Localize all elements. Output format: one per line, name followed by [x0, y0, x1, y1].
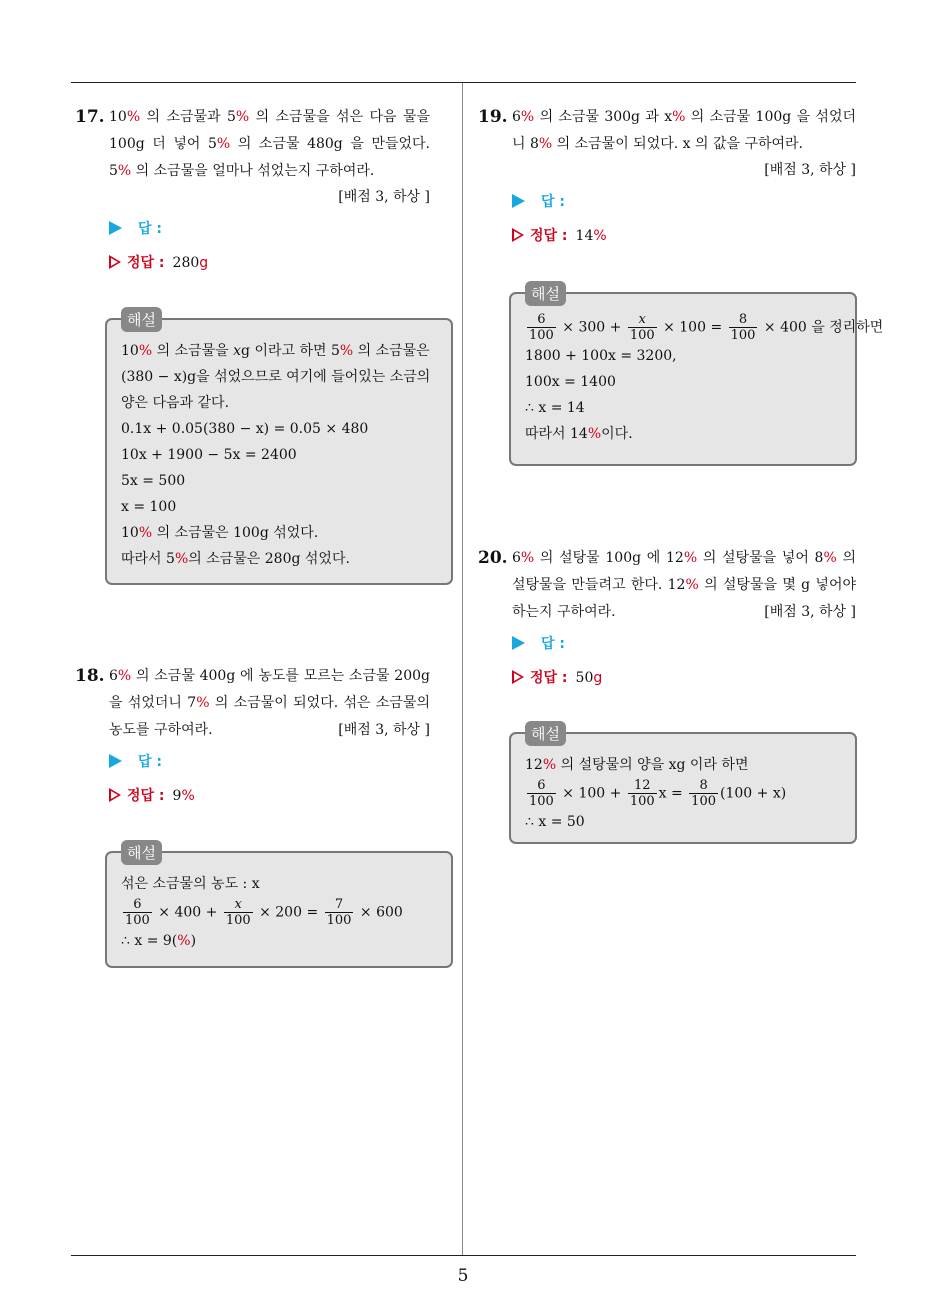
answer-input-row[interactable]: 답 : [75, 748, 430, 776]
triangle-icon [512, 228, 524, 242]
question-text: 20. 6% 의 설탕물 100g 에 12% 의 설탕물을 넣어 8% 의 설탕물을 만들려고 한다. 12% 의 설탕물을 몇 g 넣어야 하는지 구하여라. [478, 545, 856, 626]
page-number: 5 [457, 1266, 469, 1286]
answer-input-row[interactable]: 답 : [478, 188, 856, 216]
solution-box-17: 해설 10% 의 소금물을 xg 이라고 하면 5% 의 소금물은 (380 − x)g을 섞었으므로 여기에 들어있는 소금의 양은 다음과 같다. 0.1x + 0.05(380 − x) = 0.05 × 480 10x + 1900 − 5x = 2400 5x = 500 x = 100 10% 의 소금물은 100g 섞었다. 따라서 5%의 소금물은 280g 섞었다. [105, 318, 453, 585]
correct-answer-row: 정답 : 14% [478, 222, 856, 250]
column-divider [462, 83, 463, 1255]
triangle-icon [109, 255, 121, 269]
problem-number: 17. [75, 107, 105, 127]
footer-rule [71, 1255, 856, 1256]
question-text: 18. 6% 의 소금물 400g 에 농도를 모르는 소금물 200g 을 섞었더니 7% 의 소금물이 되었다. 섞은 소금물의 농도를 구하여라. [75, 663, 430, 744]
solution-tag: 해설 [121, 840, 162, 865]
answer-input-row[interactable]: 답 : [478, 630, 856, 658]
score-meta: [배점 3, 하상 ] [338, 722, 430, 738]
problem-18 [75, 663, 430, 810]
play-icon [512, 636, 525, 650]
solution-box-18: 해설 섞은 소금물의 농도 : x $\frac{6}{100}$ × 400 + $\frac{x}{100}$ × 200 = $\frac{7}{100}$ × 600 ∴ x = 9(%) [105, 851, 453, 968]
answer-input-row[interactable]: 답 : [75, 215, 430, 243]
correct-answer-row: 정답 : 9% [75, 782, 430, 810]
problem-19 [478, 104, 856, 250]
play-icon [109, 754, 122, 768]
correct-answer-row: 정답 : 280g [75, 249, 430, 277]
question-text: 17. 10% 의 소금물과 5% 의 소금물을 섞은 다음 물을 100g 더 넣어 5% 의 소금물 480g 을 만들었다. 5% 의 소금물을 얼마나 섞었는지 구하여라. [75, 104, 430, 185]
solution-tag: 해설 [525, 721, 566, 746]
score-meta: [배점 3, 하상 ] [338, 189, 430, 205]
problem-number: 19. [478, 107, 508, 127]
score-meta: [배점 3, 하상 ] [764, 604, 856, 620]
play-icon [512, 194, 525, 208]
solution-box-20: 해설 12% 의 설탕물의 양을 xg 이라 하면 $\frac{6}{100}$ × 100 + $\frac{12}{100}$ x = $\frac{8}{100}$ (100 + x) ∴ x = 50 [509, 732, 857, 844]
play-icon [109, 221, 122, 235]
problem-17 [75, 104, 430, 277]
solution-box-19: 해설 $\frac{6}{100}$ × 300 + $\frac{x}{100}$ × 100 = $\frac{8}{100}$ × 400 을 정리하면 1800 + 100x = 3200, 100x = 1400 ∴ x = 14 따라서 14%이다. [509, 292, 857, 466]
problem-number: 18. [75, 666, 105, 686]
triangle-icon [512, 670, 524, 684]
problem-number: 20. [478, 548, 508, 568]
solution-tag: 해설 [525, 281, 566, 306]
problem-20 [478, 545, 856, 692]
triangle-icon [109, 788, 121, 802]
correct-answer-row: 정답 : 50g [478, 664, 856, 692]
solution-tag: 해설 [121, 307, 162, 332]
question-text: 19. 6% 의 소금물 300g 과 x% 의 소금물 100g 을 섞었더니 8% 의 소금물이 되었다. x 의 값을 구하여라. [478, 104, 856, 158]
header-rule [71, 82, 856, 83]
score-meta: [배점 3, 하상 ] [764, 162, 856, 178]
